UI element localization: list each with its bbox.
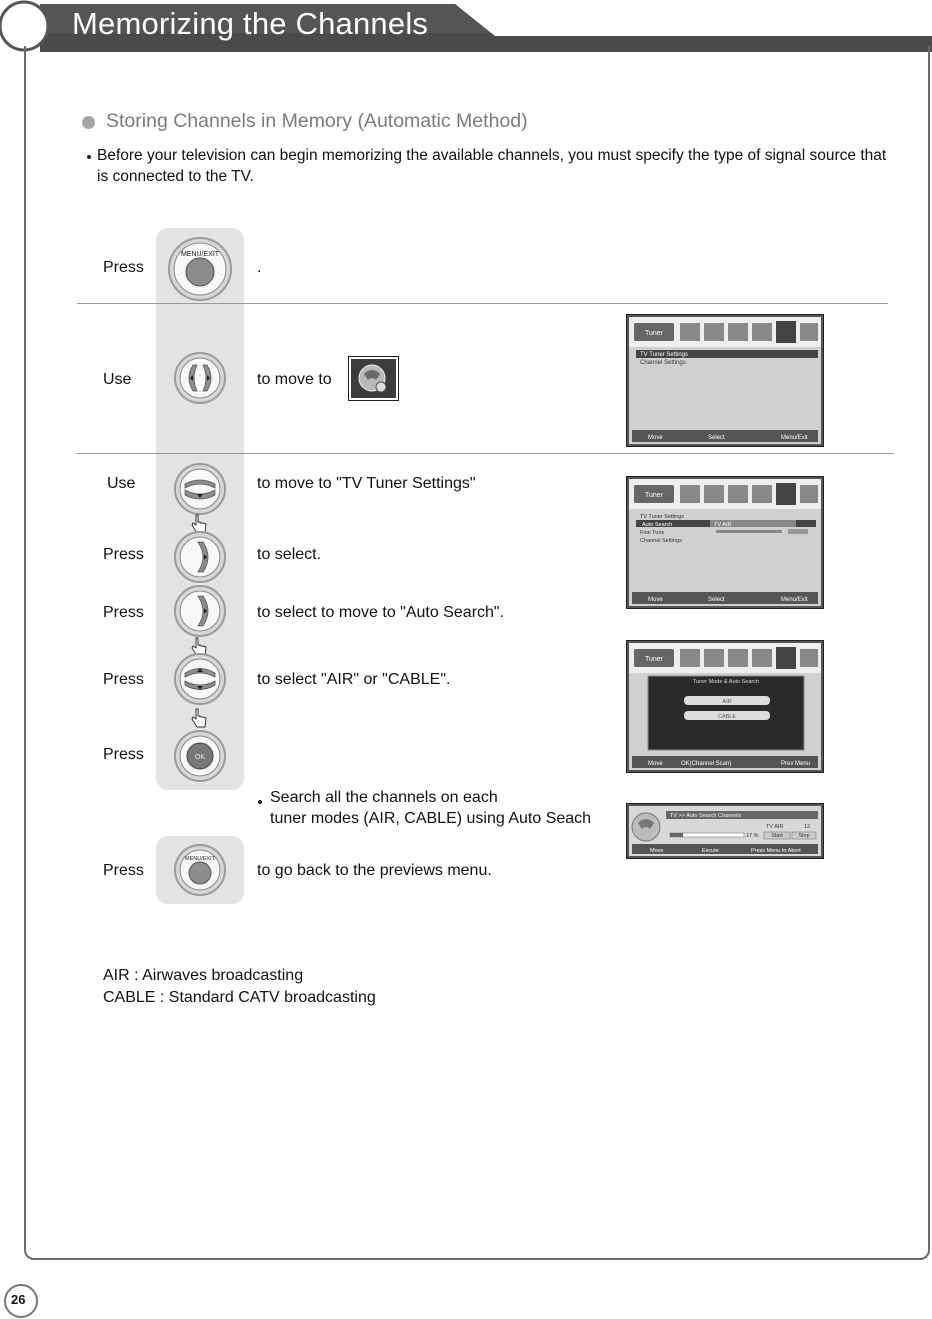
search-percent: 17 %	[746, 833, 759, 839]
ok-label: OK	[194, 754, 206, 761]
note-text: tuner modes (AIR, CABLE) using Auto Seach	[270, 810, 592, 827]
menu-exit-button-icon	[173, 843, 227, 897]
screen-footer: Menu/Exit	[781, 597, 808, 603]
stop-button: Stop	[798, 833, 810, 839]
menu-exit-label: MENU/EXIT	[180, 251, 220, 258]
step-text: to select.	[257, 546, 322, 563]
search-status: TV AIR	[766, 824, 784, 830]
step-divider	[77, 303, 888, 304]
auto-search-screenshot	[626, 803, 824, 859]
screen-tab: Tuner	[644, 656, 664, 663]
note-bullet	[258, 800, 262, 804]
note-text: Search all the channels on each	[270, 789, 498, 806]
dialog-option: CABLE	[717, 714, 737, 720]
intro-bullet	[87, 155, 91, 159]
screen-footer: OK(Channel Scan)	[681, 761, 732, 767]
screen-footer: Excute	[702, 848, 719, 854]
tuner-menu-icon	[348, 356, 399, 401]
page-number: 26	[11, 1292, 26, 1307]
legend-cable: CABLE : Standard CATV broadcasting	[103, 989, 376, 1006]
screen-footer: Prev Menu	[781, 761, 811, 767]
step-label: Press	[103, 862, 144, 879]
down-button-icon	[173, 462, 227, 516]
step-text: to select to move to "Auto Search".	[257, 604, 505, 621]
screen-value: TV AIR	[714, 522, 732, 528]
screen-tab: Tuner	[644, 492, 664, 499]
step-label: Press	[103, 746, 144, 763]
step-divider	[77, 453, 894, 454]
screen-row: Channel Settings	[640, 360, 686, 366]
ok-button-icon	[173, 729, 227, 783]
step-label: Press	[103, 671, 144, 688]
left-right-button-icon	[173, 351, 227, 405]
intro-text: Before your television can begin memorizing the available channels, you must specify the type of signal source that is connected to the TV.	[97, 147, 887, 185]
screen-row: TV Tuner Settings	[640, 514, 685, 520]
right-button-icon	[173, 530, 227, 584]
step-label: Use	[107, 475, 136, 492]
step-label: Press	[103, 546, 144, 563]
screen-tab: Tuner	[644, 330, 664, 337]
screen-footer: Move	[648, 761, 663, 767]
screen-footer: Menu/Exit	[781, 435, 808, 441]
screen-row: TV Tuner Settings	[640, 352, 689, 358]
step-label: Use	[103, 371, 132, 388]
menu-exit-label: MENU/EXIT	[185, 856, 215, 862]
section-bullet	[82, 116, 95, 129]
section-heading: Storing Channels in Memory (Automatic Method)	[106, 110, 528, 132]
screen-footer: Move	[648, 597, 663, 603]
step-text: to move to	[257, 371, 332, 388]
screen-footer: Move	[648, 435, 663, 441]
screen-footer: Press Menu to Abort	[751, 848, 801, 854]
dialog-option: AIR	[722, 699, 732, 705]
start-button: Start	[771, 833, 783, 839]
step-text: to select "AIR" or "CABLE".	[257, 671, 451, 688]
menu-exit-button-icon	[167, 236, 233, 302]
step-text: to move to "TV Tuner Settings"	[257, 475, 476, 492]
step-label: Press	[103, 259, 144, 276]
legend-air: AIR : Airwaves broadcasting	[103, 967, 304, 984]
step-label: Press	[103, 604, 144, 621]
screen-footer: Move	[650, 848, 664, 854]
search-channel: 12	[804, 824, 811, 830]
screen-footer: Select	[708, 435, 725, 441]
screen-row: Fine Tune	[640, 530, 665, 536]
step-text: to go back to the previews menu.	[257, 862, 492, 879]
tuner-settings-screenshot	[626, 476, 824, 609]
screen-row: Channel Settings	[640, 538, 682, 544]
right-button-icon	[173, 584, 227, 638]
search-title: TV >> Auto Search Channels	[670, 813, 742, 819]
screen-row: Auto Search	[642, 522, 673, 528]
tuner-menu-screenshot	[626, 314, 824, 447]
step-text: .	[257, 259, 262, 276]
page-title: Memorizing the Channels	[72, 6, 429, 41]
screen-footer: Select	[708, 597, 725, 603]
tuner-mode-screenshot	[626, 640, 824, 773]
up-down-button-icon	[173, 652, 227, 706]
dialog-title: Tuner Mode & Auto Search	[692, 679, 760, 685]
hand-pointer-icon	[188, 707, 210, 729]
